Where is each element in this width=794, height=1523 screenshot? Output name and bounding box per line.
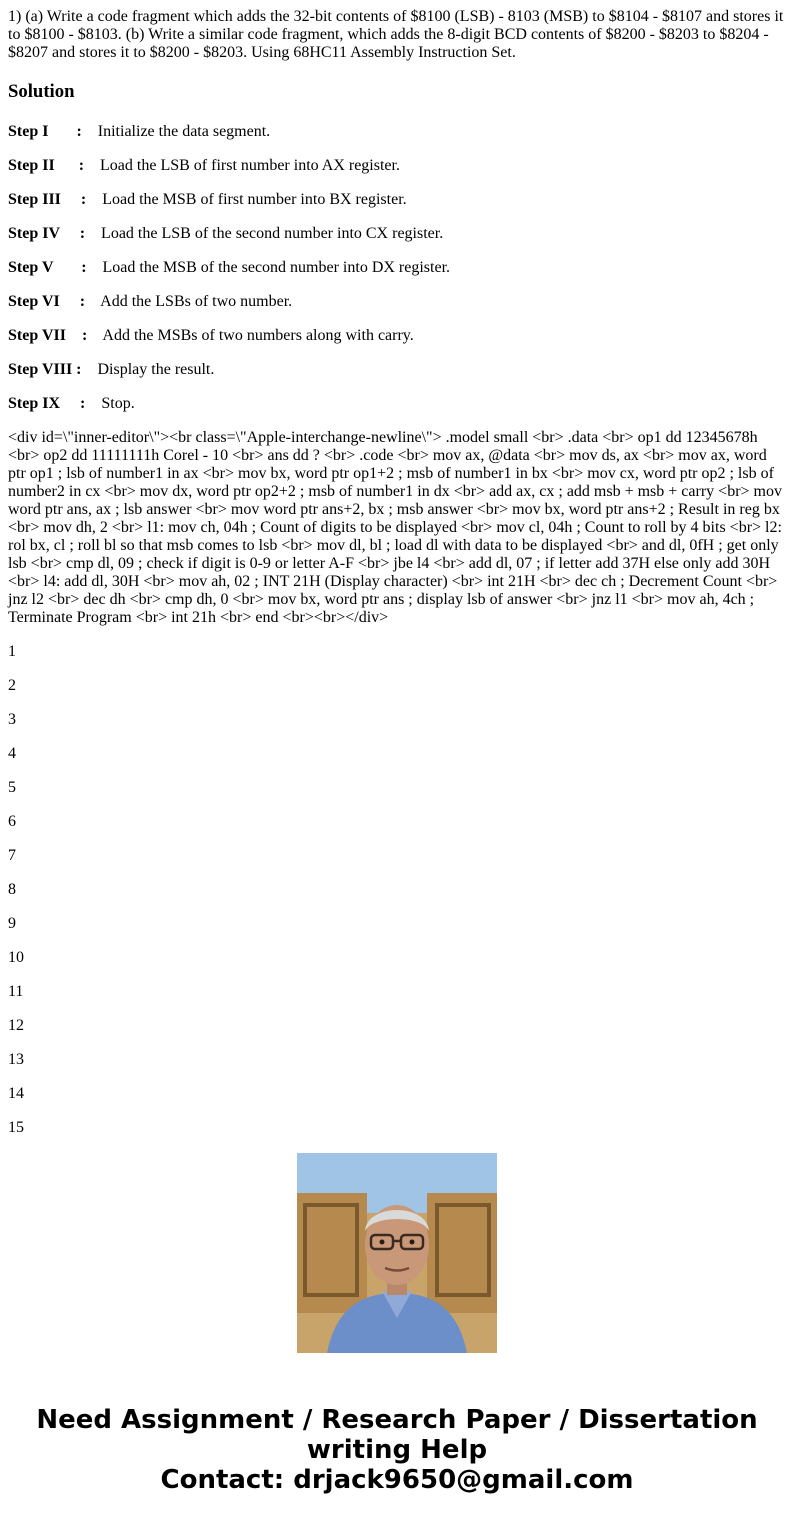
tutor-avatar-image [297, 1153, 497, 1353]
step-separator: : [72, 361, 82, 378]
line-number: 2 [8, 677, 16, 694]
line-number: 11 [8, 983, 24, 1000]
step-label: Step I [8, 123, 49, 140]
step-item [8, 395, 786, 413]
step-separator: : [53, 259, 87, 276]
step-label: Step VIII [8, 361, 73, 378]
step-label: Step VII [8, 327, 66, 344]
step-item [8, 259, 786, 277]
step-text: Load the LSB of the second number into CX register. [85, 225, 444, 242]
line-number: 1 [8, 643, 16, 660]
step-text: Add the LSBs of two number. [85, 293, 293, 310]
step-label: Step IX [8, 395, 61, 412]
step-item [8, 293, 786, 311]
line-number: 14 [8, 1085, 24, 1102]
footer-contact-email: Contact: drjack9650@gmail.com [160, 1465, 634, 1495]
line-number-list [8, 643, 786, 1136]
step-label: Step VI [8, 293, 60, 310]
line-number: 9 [8, 915, 16, 932]
step-text: Load the MSB of first number into BX register. [86, 191, 407, 208]
step-item [8, 123, 786, 141]
line-number: 8 [8, 881, 16, 898]
footer-line-2: writing Help [306, 1435, 488, 1465]
question-text: 1) (a) Write a code fragment which adds the 32-bit contents of $8100 (LSB) - 8103 (MSB) to $8104 - $8107 and stores it to $8100 - $8103. (b) Write a similar code fragment, which adds the 8-digit BCD contents of $8200 - $8203 to $8204 - $8207 and stores it to $8200 - $8203. Using 68HC11 Assembly Instruction Set. [8, 8, 784, 61]
step-separator: : [54, 157, 85, 174]
step-item [8, 157, 786, 175]
step-separator: : [65, 327, 88, 344]
step-label: Step II [8, 157, 55, 174]
line-number: 12 [8, 1017, 24, 1034]
step-separator: : [59, 225, 86, 242]
steps-list [8, 123, 786, 413]
step-text: Display the result. [81, 361, 215, 378]
line-number: 5 [8, 779, 16, 796]
line-number: 10 [8, 949, 24, 966]
step-separator: : [60, 395, 86, 412]
step-text: Load the LSB of first number into AX register. [84, 157, 400, 174]
step-item [8, 327, 786, 345]
raw-code-text: <div id=\"inner-editor\"><br class=\"Apple-interchange-newline\"> .model small <br> .data <br> op1 dd 12345678h <br> op2 dd 11111111h Corel - 10 <br> ans dd ? <br> .code <br> mov ax, @data <br> mov ds, ax <br> mov ax, word ptr op1 ; lsb of number1 in ax <br> mov bx, word ptr op1+2 ; msb of number1 in bx <br> mov cx, word ptr op2 ; lsb of number2 in cx <br> mov dx, word ptr op2+2 ; msb of number1 in dx <br> add ax, cx ; add msb + msb + carry <br> mov word ptr ans, ax ; lsb answer <br> mov word ptr ans+2, bx ; msb answer <br> mov bx, word ptr ans+2 ; Result in reg bx <br> mov dh, 2 <br> l1: mov ch, 04h ; Count of digits to be displayed <br> mov cl, 04h ; Count to roll by 4 bits <br> l2: rol bx, cl ; roll bl so that msb comes to lsb <br> mov dl, bl ; load dl with data to be displayed <br> and dl, 0fH ; get only lsb <br> cmp dl, 09 ; check if digit is 0-9 or letter A-F <br> jbe l4 <br> add dl, 07 ; if letter add 37H else only add 30H <br> l4: add dl, 30H <br> mov ah, 02 ; INT 21H (Display character) <br> int 21H <br> dec ch ; Decrement Count <br> jnz l2 <br> dec dh <br> cmp dh, 0 <br> mov bx, word ptr ans ; display lsb of answer <br> jnz l1 <br> mov ah, 4ch ; Terminate Program <br> int 21h <br> end <br><br></div> [8, 429, 782, 626]
step-item [8, 361, 786, 379]
solution-heading: Solution [8, 81, 75, 102]
step-item [8, 191, 786, 209]
line-number: 4 [8, 745, 16, 762]
step-label: Step III [8, 191, 61, 208]
step-separator: : [48, 123, 82, 140]
line-number: 13 [8, 1051, 24, 1068]
step-text: Stop. [85, 395, 135, 412]
footer-line-1: Need Assignment / Research Paper / Dissertation [36, 1405, 758, 1435]
step-text: Add the MSBs of two numbers along with carry. [87, 327, 414, 344]
contact-footer [0, 1405, 794, 1495]
line-number: 3 [8, 711, 16, 728]
line-number: 6 [8, 813, 16, 830]
step-text: Load the MSB of the second number into DX register. [86, 259, 451, 276]
step-label: Step V [8, 259, 54, 276]
step-separator: : [59, 293, 86, 310]
step-item [8, 225, 786, 243]
step-separator: : [60, 191, 87, 208]
tutor-avatar [297, 1153, 497, 1353]
line-number: 15 [8, 1119, 24, 1136]
line-number: 7 [8, 847, 16, 864]
step-label: Step IV [8, 225, 60, 242]
step-text: Initialize the data segment. [81, 123, 271, 140]
